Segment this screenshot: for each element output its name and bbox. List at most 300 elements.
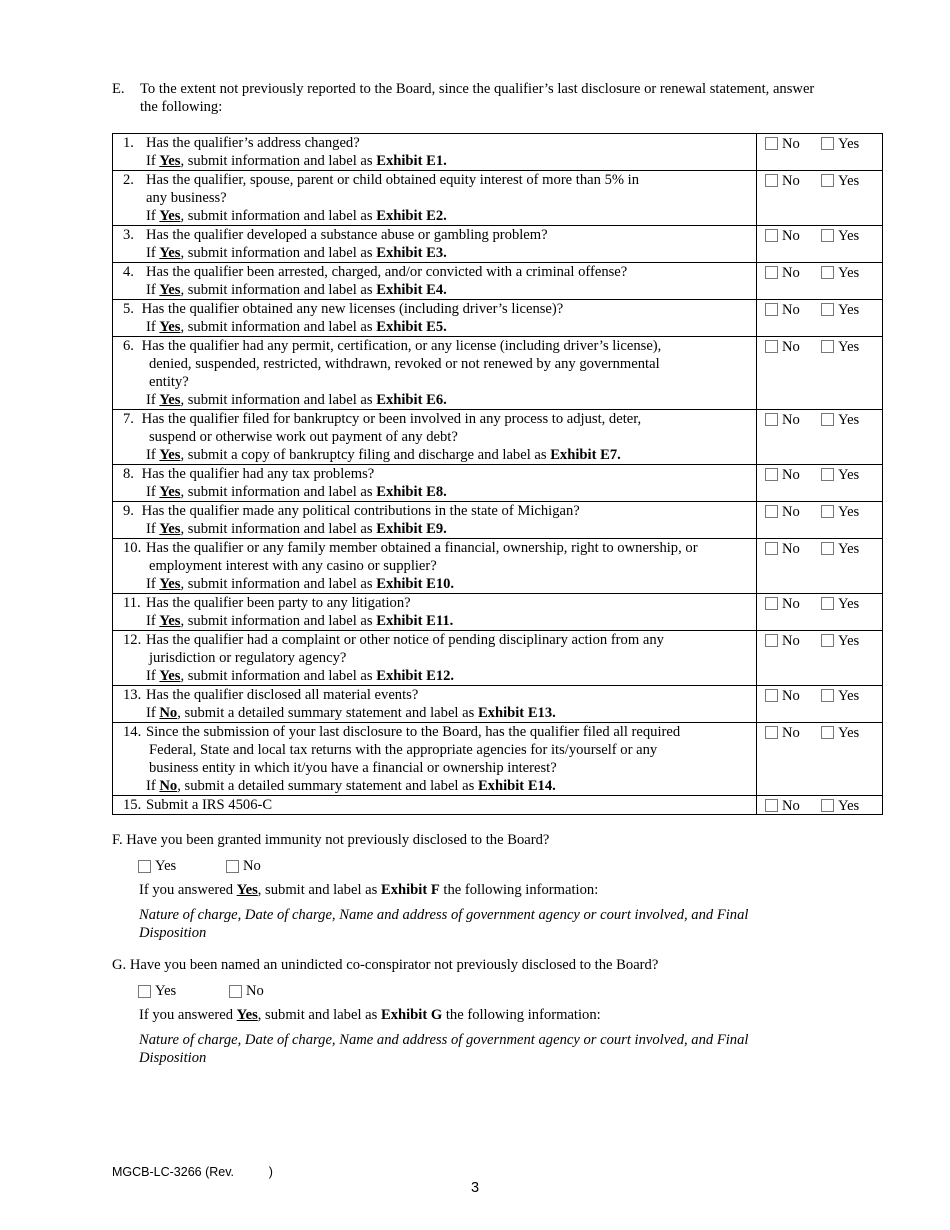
answer-options	[757, 594, 882, 612]
question-line	[123, 373, 752, 391]
question-line	[123, 539, 752, 557]
question-text-cell	[113, 171, 757, 226]
answer-options	[757, 337, 882, 355]
answer-no-option[interactable]	[765, 503, 821, 521]
section-g-yes-label: Yes	[155, 983, 177, 999]
question-row	[113, 502, 883, 539]
question-line-text: Has the qualifier disclosed all material events?	[146, 687, 419, 703]
answer-cell	[757, 723, 883, 796]
section-f-instruction	[112, 881, 832, 899]
question-text-cell	[113, 502, 757, 539]
question-line-text: Has the qualifier obtained any new licenses (including driver’s license)?	[141, 301, 564, 317]
answer-no-label: No	[782, 227, 800, 244]
answer-yes-option[interactable]	[821, 135, 859, 153]
question-text-cell	[113, 300, 757, 337]
question-line	[123, 263, 752, 281]
answer-yes-checkbox[interactable]	[821, 689, 834, 702]
instr-pre: If	[146, 778, 160, 794]
answer-no-checkbox[interactable]	[765, 137, 778, 150]
question-text-cell	[113, 226, 757, 263]
instr-pre: If	[146, 484, 160, 500]
question-instruction	[123, 704, 752, 722]
instr-post: , submit information and label as	[180, 668, 377, 684]
answer-yes-option[interactable]	[821, 172, 859, 190]
answer-no-label: No	[782, 466, 800, 483]
answer-no-checkbox[interactable]	[765, 799, 778, 812]
answer-yes-label: Yes	[838, 687, 860, 704]
answer-no-checkbox[interactable]	[765, 266, 778, 279]
answer-no-checkbox[interactable]	[765, 174, 778, 187]
question-line	[123, 759, 752, 777]
answer-cell	[757, 631, 883, 686]
exhibit-label: Exhibit E7.	[550, 447, 621, 463]
question-line-text: Has the qualifier’s address changed?	[146, 135, 360, 151]
exhibit-label: Exhibit E6.	[376, 392, 447, 408]
instr-post: , submit a detailed summary statement and label as	[177, 705, 478, 721]
answer-options	[757, 263, 882, 281]
answer-yes-option[interactable]	[821, 797, 859, 815]
question-line-text: suspend or otherwise work out payment of any debt?	[149, 429, 458, 445]
exhibit-label: Exhibit E9.	[376, 521, 447, 537]
answer-no-checkbox[interactable]	[765, 303, 778, 316]
instr-condition: Yes	[159, 576, 181, 592]
question-instruction	[123, 391, 752, 409]
question-instruction	[123, 318, 752, 336]
question-number: 10.	[123, 540, 142, 556]
form-id: MGCB-LC-3266 (Rev. )	[112, 1165, 273, 1179]
instr-condition: No	[159, 705, 178, 721]
question-row	[113, 465, 883, 502]
answer-yes-label: Yes	[838, 301, 860, 318]
answer-cell	[757, 796, 883, 815]
answer-yes-checkbox[interactable]	[821, 597, 834, 610]
answer-no-option[interactable]	[765, 724, 821, 742]
question-number: 11.	[123, 595, 141, 611]
instr-condition: Yes	[159, 447, 181, 463]
question-text-cell	[113, 465, 757, 502]
answer-no-checkbox[interactable]	[765, 229, 778, 242]
section-f-yes-label: Yes	[155, 858, 177, 874]
answer-yes-label: Yes	[838, 466, 860, 483]
question-line	[123, 337, 752, 355]
section-f-yes-checkbox[interactable]	[138, 860, 151, 873]
section-g-instr-cond: Yes	[236, 1007, 258, 1023]
answer-no-option[interactable]	[765, 687, 821, 705]
answer-yes-label: Yes	[838, 595, 860, 612]
section-g-instruction	[112, 1006, 832, 1024]
question-text-cell	[113, 337, 757, 410]
question-text-cell	[113, 686, 757, 723]
answer-no-checkbox[interactable]	[765, 634, 778, 647]
question-row	[113, 171, 883, 226]
question-line	[123, 631, 752, 649]
instr-condition: Yes	[159, 153, 181, 169]
question-text-cell	[113, 410, 757, 465]
exhibit-label: Exhibit E3.	[376, 245, 447, 261]
answer-no-label: No	[782, 503, 800, 520]
question-instruction	[123, 520, 752, 538]
answer-yes-option[interactable]	[821, 264, 859, 282]
question-line-text: Federal, State and local tax returns with the appropriate agencies for its/yourself or any	[149, 742, 658, 758]
answer-no-checkbox[interactable]	[765, 340, 778, 353]
answer-yes-checkbox[interactable]	[821, 799, 834, 812]
answer-no-label: No	[782, 540, 800, 557]
question-number: 2.	[123, 172, 134, 188]
answer-yes-checkbox[interactable]	[821, 340, 834, 353]
question-line-text: Has the qualifier developed a substance abuse or gambling problem?	[146, 227, 548, 243]
question-number: 15.	[123, 797, 142, 813]
question-text-cell	[113, 263, 757, 300]
question-row	[113, 723, 883, 796]
answer-cell	[757, 337, 883, 410]
question-number: 5.	[123, 301, 134, 317]
answer-options	[757, 171, 882, 189]
section-g-no-option[interactable]	[229, 982, 264, 1000]
question-line-text: Has the qualifier been party to any litigation?	[146, 595, 411, 611]
section-g-detail-text: Nature of charge, Date of charge, Name and address of government agency or court involved, and Final Disposition	[139, 1032, 749, 1066]
question-text-cell	[113, 134, 757, 171]
answer-no-label: No	[782, 172, 800, 189]
answer-no-option[interactable]	[765, 227, 821, 245]
exhibit-label: Exhibit E14.	[477, 778, 556, 794]
section-g-options	[138, 982, 264, 1000]
section-f-instr-pre: If you answered	[139, 882, 237, 898]
instr-condition: Yes	[159, 668, 181, 684]
answer-yes-option[interactable]	[821, 540, 859, 558]
section-g-exhibit: Exhibit G	[380, 1007, 443, 1023]
exhibit-label: Exhibit E10.	[376, 576, 455, 592]
question-row	[113, 263, 883, 300]
section-f-no-option[interactable]	[226, 857, 261, 875]
exhibit-label: Exhibit E8.	[376, 484, 447, 500]
section-f-detail	[112, 906, 832, 942]
instr-post: , submit information and label as	[180, 576, 377, 592]
answer-options	[757, 686, 882, 704]
question-row	[113, 686, 883, 723]
section-f-question: F. Have you been granted immunity not previously disclosed to the Board?	[112, 832, 550, 848]
instr-post: , submit information and label as	[180, 319, 377, 335]
section-g-yes-checkbox[interactable]	[138, 985, 151, 998]
question-row	[113, 631, 883, 686]
instr-post: , submit information and label as	[180, 484, 377, 500]
question-number: 6.	[123, 338, 134, 354]
instr-condition: Yes	[159, 484, 181, 500]
instr-pre: If	[146, 319, 160, 335]
question-number: 12.	[123, 632, 142, 648]
question-instruction	[123, 483, 752, 501]
question-line-text: jurisdiction or regulatory agency?	[149, 650, 347, 666]
exhibit-label: Exhibit E12.	[376, 668, 455, 684]
question-row	[113, 134, 883, 171]
question-row	[113, 410, 883, 465]
answer-yes-option[interactable]	[821, 411, 859, 429]
exhibit-label: Exhibit E5.	[376, 319, 447, 335]
question-line-text: Has the qualifier, spouse, parent or child obtained equity interest of more than 5% in	[146, 172, 640, 188]
question-line	[123, 134, 752, 152]
answer-yes-checkbox[interactable]	[821, 303, 834, 316]
answer-yes-option[interactable]	[821, 503, 859, 521]
page-number: 3	[470, 1180, 480, 1196]
question-instruction	[123, 667, 752, 685]
question-line	[123, 428, 752, 446]
answer-cell	[757, 263, 883, 300]
question-line-text: employment interest with any casino or supplier?	[149, 558, 437, 574]
answer-yes-label: Yes	[838, 338, 860, 355]
question-number: 14.	[123, 724, 142, 740]
answer-no-checkbox[interactable]	[765, 726, 778, 739]
question-line-text: entity?	[149, 374, 189, 390]
question-instruction	[123, 244, 752, 262]
answer-no-label: No	[782, 797, 800, 814]
answer-yes-option[interactable]	[821, 227, 859, 245]
question-text-cell	[113, 796, 757, 815]
question-line	[123, 410, 752, 428]
question-instruction	[123, 575, 752, 593]
question-instruction	[123, 446, 752, 464]
section-g-no-checkbox[interactable]	[229, 985, 242, 998]
question-line	[123, 502, 752, 520]
answer-yes-label: Yes	[838, 172, 860, 189]
instr-post: , submit information and label as	[180, 521, 377, 537]
question-text-cell	[113, 539, 757, 594]
answer-no-checkbox[interactable]	[765, 468, 778, 481]
question-number: 1.	[123, 135, 134, 151]
instr-condition: No	[159, 778, 178, 794]
instr-pre: If	[146, 153, 160, 169]
question-line	[123, 300, 752, 318]
answer-yes-checkbox[interactable]	[821, 505, 834, 518]
question-number: 4.	[123, 264, 134, 280]
question-line-text: Since the submission of your last disclosure to the Board, has the qualifier filed all required	[146, 724, 681, 740]
question-line-text: Has the qualifier or any family member obtained a financial, ownership, right to ownership, or	[146, 540, 698, 556]
question-text-cell	[113, 631, 757, 686]
question-instruction	[123, 207, 752, 225]
section-f-exhibit: Exhibit F	[380, 882, 440, 898]
answer-yes-label: Yes	[838, 503, 860, 520]
answer-options	[757, 300, 882, 318]
answer-no-label: No	[782, 632, 800, 649]
answer-yes-checkbox[interactable]	[821, 266, 834, 279]
answer-no-option[interactable]	[765, 797, 821, 815]
answer-no-option[interactable]	[765, 540, 821, 558]
exhibit-label: Exhibit E2.	[376, 208, 447, 224]
instr-pre: If	[146, 447, 160, 463]
instr-condition: Yes	[159, 208, 181, 224]
exhibit-label: Exhibit E1.	[376, 153, 447, 169]
answer-yes-checkbox[interactable]	[821, 137, 834, 150]
answer-no-option[interactable]	[765, 466, 821, 484]
question-line-text: Has the qualifier filed for bankruptcy or been involved in any process to adjust, deter,	[141, 411, 642, 427]
section-g-detail	[112, 1031, 832, 1067]
question-line-text: Has the qualifier had a complaint or other notice of pending disciplinary action from any	[146, 632, 664, 648]
question-line	[123, 355, 752, 373]
question-line-text: denied, suspended, restricted, withdrawn, revoked or not renewed by any governmental	[149, 356, 660, 372]
question-line	[123, 189, 752, 207]
question-instruction	[123, 281, 752, 299]
answer-yes-checkbox[interactable]	[821, 542, 834, 555]
answer-yes-checkbox[interactable]	[821, 229, 834, 242]
answer-no-option[interactable]	[765, 135, 821, 153]
answer-no-option[interactable]	[765, 632, 821, 650]
answer-yes-label: Yes	[838, 540, 860, 557]
answer-cell	[757, 686, 883, 723]
question-row	[113, 539, 883, 594]
instr-pre: If	[146, 245, 160, 261]
exhibit-label: Exhibit E11.	[376, 613, 454, 629]
question-line-text: Has the qualifier had any permit, certification, or any license (including driver’s license),	[141, 338, 662, 354]
instr-post: , submit information and label as	[180, 153, 377, 169]
question-line	[123, 649, 752, 667]
section-g-instr-mid: , submit and label as	[257, 1007, 381, 1023]
instr-post: , submit information and label as	[180, 208, 377, 224]
question-number: 8.	[123, 466, 134, 482]
question-text-cell	[113, 594, 757, 631]
answer-cell	[757, 502, 883, 539]
question-line	[123, 226, 752, 244]
section-g-instr-pre: If you answered	[139, 1007, 237, 1023]
instr-post: , submit information and label as	[180, 392, 377, 408]
section-f-yes-option[interactable]	[138, 857, 226, 875]
answer-yes-checkbox[interactable]	[821, 174, 834, 187]
instr-condition: Yes	[159, 282, 181, 298]
answer-no-label: No	[782, 595, 800, 612]
answer-no-label: No	[782, 724, 800, 741]
question-line	[123, 465, 752, 483]
question-line	[123, 723, 752, 741]
question-line	[123, 171, 752, 189]
instr-post: , submit information and label as	[180, 245, 377, 261]
question-line-text: any business?	[146, 190, 227, 206]
section-f-instr-cond: Yes	[236, 882, 258, 898]
instr-condition: Yes	[159, 245, 181, 261]
instr-pre: If	[146, 392, 160, 408]
answer-no-option[interactable]	[765, 264, 821, 282]
question-line	[123, 557, 752, 575]
question-number: 7.	[123, 411, 134, 427]
answer-no-checkbox[interactable]	[765, 542, 778, 555]
answer-yes-label: Yes	[838, 411, 860, 428]
answer-no-label: No	[782, 338, 800, 355]
answer-yes-option[interactable]	[821, 466, 859, 484]
instr-pre: If	[146, 521, 160, 537]
answer-no-option[interactable]	[765, 595, 821, 613]
answer-options	[757, 796, 882, 814]
answer-options	[757, 502, 882, 520]
answer-cell	[757, 594, 883, 631]
answer-options	[757, 723, 882, 741]
question-line-text: Has the qualifier been arrested, charged, and/or convicted with a criminal offense?	[146, 264, 628, 280]
answer-yes-label: Yes	[838, 264, 860, 281]
answer-no-label: No	[782, 264, 800, 281]
answer-no-option[interactable]	[765, 338, 821, 356]
section-e-intro-text: To the extent not previously reported to the Board, since the qualifier’s last disclosure or renewal statement, answer the following:	[140, 81, 815, 115]
section-f-detail-text: Nature of charge, Date of charge, Name and address of government agency or court involved, and Final Disposition	[139, 907, 749, 941]
instr-condition: Yes	[159, 319, 181, 335]
section-g-instr-post: the following information:	[442, 1007, 601, 1023]
question-line	[123, 741, 752, 759]
instr-post: , submit information and label as	[180, 613, 377, 629]
answer-yes-option[interactable]	[821, 338, 859, 356]
question-row	[113, 337, 883, 410]
instr-pre: If	[146, 576, 160, 592]
question-line-text: Submit a IRS 4506-C	[146, 797, 273, 813]
answer-yes-label: Yes	[838, 724, 860, 741]
instr-condition: Yes	[159, 392, 181, 408]
answer-cell	[757, 300, 883, 337]
answer-cell	[757, 171, 883, 226]
instr-pre: If	[146, 613, 160, 629]
answer-cell	[757, 465, 883, 502]
answer-options	[757, 631, 882, 649]
answer-yes-checkbox[interactable]	[821, 634, 834, 647]
answer-no-checkbox[interactable]	[765, 413, 778, 426]
section-g-yes-option[interactable]	[138, 982, 229, 1000]
answer-cell	[757, 226, 883, 263]
answer-yes-checkbox[interactable]	[821, 413, 834, 426]
question-line-text: Has the qualifier made any political contributions in the state of Michigan?	[141, 503, 580, 519]
answer-yes-option[interactable]	[821, 687, 859, 705]
instr-post: , submit a copy of bankruptcy filing and discharge and label as	[180, 447, 551, 463]
question-line	[123, 796, 752, 814]
answer-options	[757, 410, 882, 428]
answer-no-checkbox[interactable]	[765, 597, 778, 610]
question-instruction	[123, 152, 752, 170]
section-g-no-label: No	[246, 983, 264, 999]
section-g-question: G. Have you been named an unindicted co-conspirator not previously disclosed to the Board?	[112, 957, 659, 973]
instr-pre: If	[146, 208, 160, 224]
answer-no-checkbox[interactable]	[765, 689, 778, 702]
answer-yes-option[interactable]	[821, 595, 859, 613]
question-text-cell	[113, 723, 757, 796]
answer-yes-label: Yes	[838, 632, 860, 649]
question-line-text: business entity in which it/you have a financial or ownership interest?	[149, 760, 557, 776]
answer-yes-option[interactable]	[821, 301, 859, 319]
answer-yes-label: Yes	[838, 135, 860, 152]
instr-condition: Yes	[159, 521, 181, 537]
answer-no-option[interactable]	[765, 301, 821, 319]
answer-no-label: No	[782, 135, 800, 152]
section-f-no-checkbox[interactable]	[226, 860, 239, 873]
instr-pre: If	[146, 668, 160, 684]
question-row	[113, 300, 883, 337]
question-number: 3.	[123, 227, 134, 243]
question-line	[123, 594, 752, 612]
answer-no-label: No	[782, 301, 800, 318]
exhibit-label: Exhibit E13.	[477, 705, 556, 721]
answer-yes-checkbox[interactable]	[821, 726, 834, 739]
section-f-instr-mid: , submit and label as	[257, 882, 381, 898]
answer-no-checkbox[interactable]	[765, 505, 778, 518]
section-f-instr-post: the following information:	[439, 882, 599, 898]
instr-post: , submit a detailed summary statement and label as	[177, 778, 478, 794]
answer-yes-option[interactable]	[821, 724, 859, 742]
answer-no-option[interactable]	[765, 411, 821, 429]
answer-options	[757, 134, 882, 152]
exhibit-label: Exhibit E4.	[376, 282, 447, 298]
question-line-text: Has the qualifier had any tax problems?	[141, 466, 375, 482]
instr-pre: If	[146, 705, 160, 721]
question-line	[123, 686, 752, 704]
answer-options	[757, 226, 882, 244]
answer-cell	[757, 134, 883, 171]
section-e-letter: E.	[112, 81, 125, 97]
question-row	[113, 796, 883, 815]
answer-yes-label: Yes	[838, 227, 860, 244]
answer-yes-checkbox[interactable]	[821, 468, 834, 481]
answer-yes-label: Yes	[838, 797, 860, 814]
answer-no-option[interactable]	[765, 172, 821, 190]
answer-yes-option[interactable]	[821, 632, 859, 650]
